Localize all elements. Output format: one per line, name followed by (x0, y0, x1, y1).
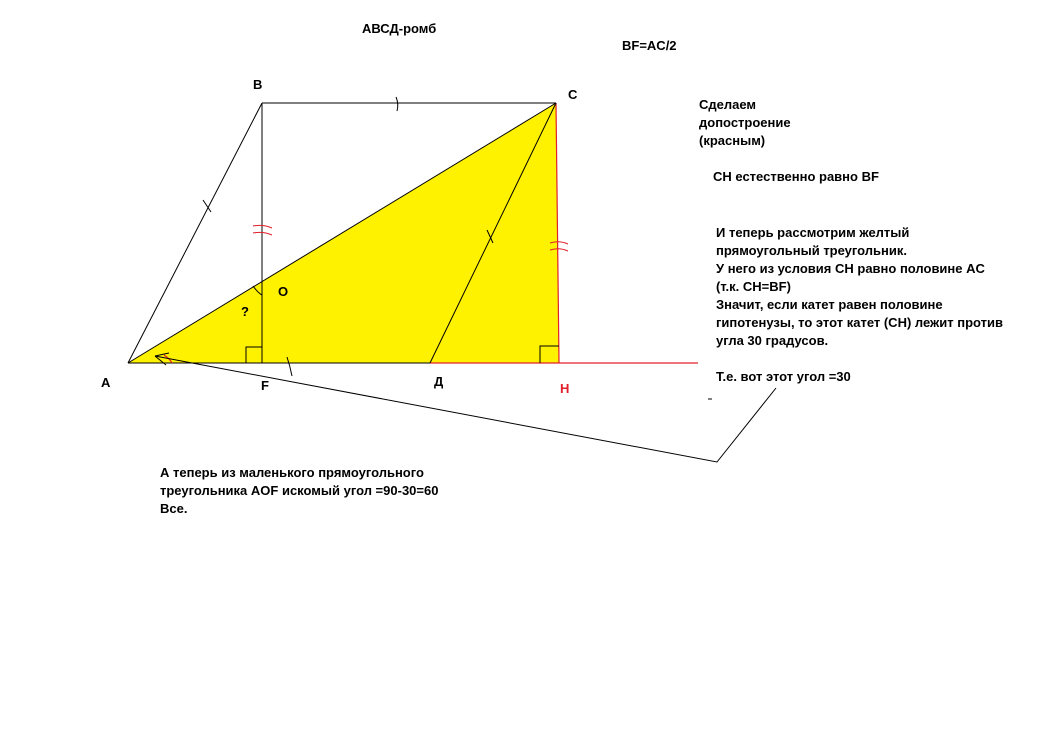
conclusion-line-1: А теперь из маленького прямоугольного (160, 465, 424, 480)
label-question-angle: ? (241, 304, 249, 319)
note-consider-line-2: прямоугольный треугольник. (716, 243, 907, 258)
conclusion-line-3: Все. (160, 501, 188, 516)
note-consider-line-4: (т.к. CH=BF) (716, 279, 791, 294)
pointer-arrow-line (155, 356, 776, 462)
tick-bc (396, 97, 398, 111)
title-rhombus: АВСД-ромб (362, 21, 437, 36)
note-consider-line-5: Значит, если катет равен половине (716, 297, 943, 312)
label-point-c: C (568, 87, 578, 102)
given-condition: BF=AC/2 (622, 38, 677, 53)
note-consider-line-3: У него из условия CH равно половине AC (716, 261, 985, 276)
label-point-o: O (278, 284, 289, 299)
note-consider-line-7: угла 30 градусов. (716, 333, 829, 348)
label-point-b: B (253, 77, 263, 92)
note-construct-line-1: Сделаем (699, 97, 757, 112)
label-point-d: Д (434, 374, 444, 389)
note-construct-line-2: допостроение (699, 115, 791, 130)
label-point-h: H (560, 381, 570, 396)
note-angle-30: Т.е. вот этот угол =30 (716, 369, 851, 384)
label-point-f: F (261, 378, 269, 393)
note-construct-line-3: (красным) (699, 133, 766, 148)
note-ch-equals-bf: CH естественно равно BF (713, 169, 879, 184)
note-consider-line-1: И теперь рассмотрим желтый (716, 225, 910, 240)
conclusion-line-2: треугольника AOF искомый угол =90-30=60 (160, 483, 439, 498)
label-point-a: A (101, 375, 111, 390)
note-consider-line-6: гипотенузы, то этот катет (CH) лежит против (716, 315, 1003, 330)
